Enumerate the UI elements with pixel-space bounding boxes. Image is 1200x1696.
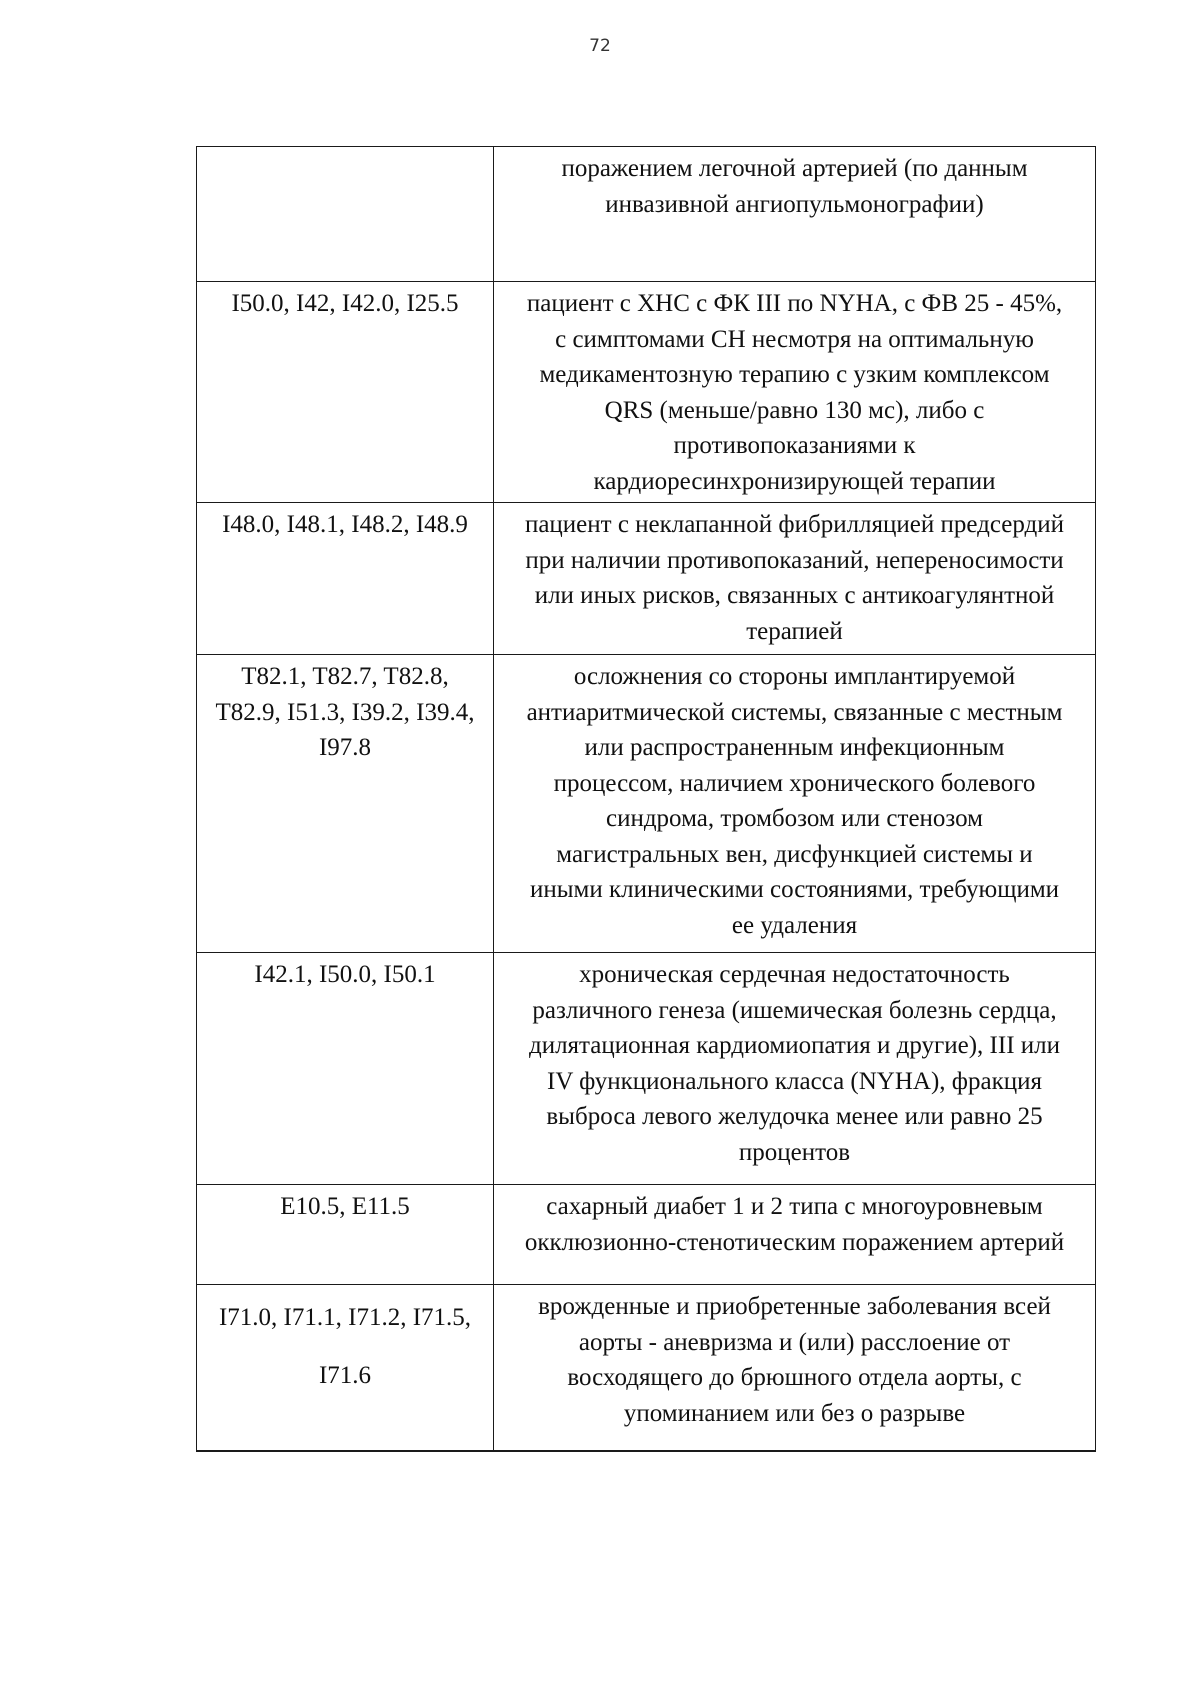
description-cell bbox=[494, 503, 1096, 655]
table-row bbox=[197, 1285, 1096, 1451]
icd-codes: I48.0, I48.1, I48.2, I48.9 bbox=[222, 511, 468, 538]
description: пациент с ХНС с ФК III по NYHA, с ФВ 25 - 45%, с симптомами СН несмотря на оптимальную медикаментозную терапию с узким комплексом QRS (меньше/равно 130 мс), либо с противопоказаниями к кардиоресинхронизирующей терапии bbox=[526, 290, 1063, 495]
diagnosis-table bbox=[196, 146, 1096, 1452]
description-cell bbox=[494, 1185, 1096, 1285]
page-number: 72 bbox=[589, 36, 611, 56]
table-row bbox=[197, 1185, 1096, 1285]
icd-codes-cell bbox=[197, 1185, 494, 1285]
description: поражением легочной артерией (по данным инвазивной ангиопульмонографии) bbox=[561, 155, 1028, 218]
description-cell bbox=[494, 655, 1096, 953]
icd-codes: I42.1, I50.0, I50.1 bbox=[254, 961, 436, 988]
description-cell bbox=[494, 147, 1096, 282]
table-row bbox=[197, 503, 1096, 655]
description-cell bbox=[494, 953, 1096, 1185]
icd-codes: E10.5, E11.5 bbox=[280, 1193, 410, 1220]
table-row bbox=[197, 282, 1096, 503]
table-row bbox=[197, 655, 1096, 953]
description: сахарный диабет 1 и 2 типа с многоуровневым окклюзионно-стенотическим поражением артерий bbox=[524, 1193, 1065, 1256]
description-cell bbox=[494, 282, 1096, 503]
description: пациент с неклапанной фибрилляцией предсердий при наличии противопоказаний, непереносимости или иных рисков, связанных с антикоагулянтной терапией bbox=[524, 511, 1065, 645]
table-row bbox=[197, 953, 1096, 1185]
icd-codes-cell bbox=[197, 953, 494, 1185]
icd-codes: I71.0, I71.1, I71.2, I71.5, I71.6 bbox=[218, 1304, 472, 1389]
icd-codes: I50.0, I42, I42.0, I25.5 bbox=[231, 290, 459, 317]
table-row bbox=[197, 147, 1096, 282]
icd-codes-cell bbox=[197, 147, 494, 282]
icd-codes-cell bbox=[197, 503, 494, 655]
icd-codes-cell bbox=[197, 1285, 494, 1451]
description: хроническая сердечная недостаточность различного генеза (ишемическая болезнь сердца, дилятационная кардиомиопатия и другие), III или IV функционального класса (NYHA), фракция выброса левого желудочка менее или равно 25 процентов bbox=[528, 961, 1061, 1166]
description-cell bbox=[494, 1285, 1096, 1451]
description: осложнения со стороны имплантируемой антиаритмической системы, связанные с местным или распространенным инфекционным процессом, наличием хронического болевого синдрома, тромбозом или стенозом магистральных вен, дисфункцией системы и иными клиническими состояниями, требующими ее удаления bbox=[526, 663, 1063, 939]
description: врожденные и приобретенные заболевания всей аорты - аневризма и (или) расслоение от восходящего до брюшного отдела аорты, с упоминанием или без о разрыве bbox=[538, 1293, 1051, 1427]
icd-codes-cell bbox=[197, 282, 494, 503]
icd-codes-cell bbox=[197, 655, 494, 953]
icd-codes: T82.1, T82.7, T82.8, T82.9, I51.3, I39.2, I39.4, I97.8 bbox=[215, 663, 475, 761]
